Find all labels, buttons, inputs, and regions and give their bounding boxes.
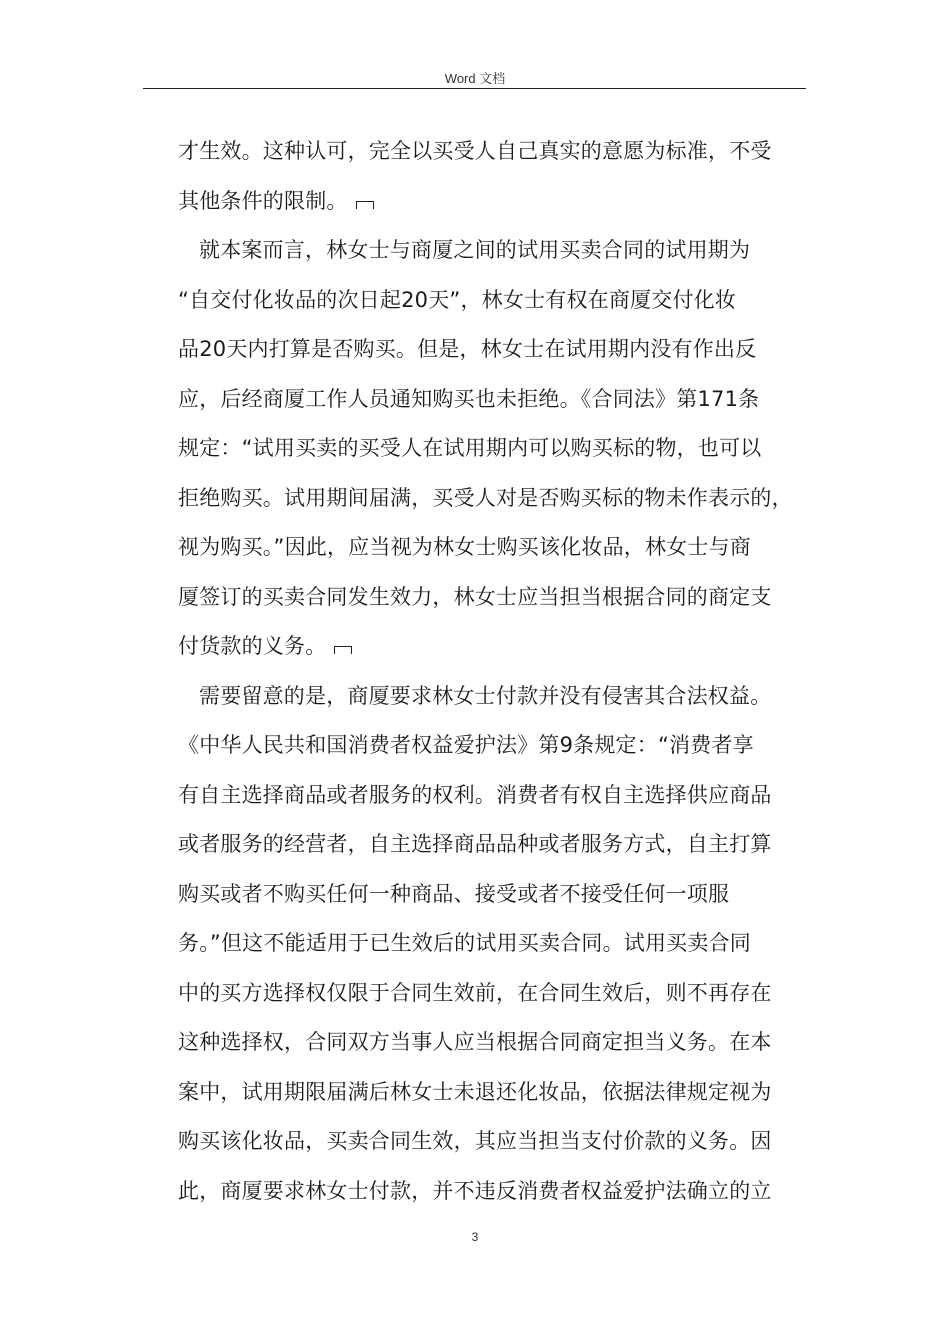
text-line: 有自主选择商品或者服务的权利。消费者有权自主选择供应商品 xyxy=(178,782,772,807)
text-line: 购买或者不购买任何一种商品、接受或者不接受任何一项服 xyxy=(178,881,730,906)
text-line: 厦签订的买卖合同发生效力，林女士应当担当根据合同的商定支 xyxy=(178,584,772,609)
text-line: 或者服务的经营者，自主选择商品品种或者服务方式，自主打算 xyxy=(178,832,772,856)
text-line: 中的买方选择权仅限于合同生效前，在合同生效后，则不再存在 xyxy=(178,980,772,1005)
text-line: 规定：“试用买卖的买受人在试用期内可以购买标的物，也可以 xyxy=(178,436,762,460)
paragraph-mark-icon xyxy=(356,201,374,209)
text-line: “自交付化妆品的次日起20天”，林女士有权在商厦交付化妆 xyxy=(178,287,737,312)
text-line: 才生效。这种认可，完全以买受人自己真实的意愿为标准，不受 xyxy=(178,139,772,163)
text-line: 此，商厦要求林女士付款，并不违反消费者权益爱护法确立的立 xyxy=(178,1178,772,1203)
document-body xyxy=(178,127,818,1216)
page-number: 3 xyxy=(471,1230,479,1244)
header-divider xyxy=(143,88,806,89)
text-line: 购买该化妆品，买卖合同生效，其应当担当支付价款的义务。因 xyxy=(178,1129,772,1153)
text-line: 应，后经商厦工作人员通知购买也未拒绝。《合同法》第171条 xyxy=(178,386,760,411)
text-line: 需要留意的是，商厦要求林女士付款并没有侵害其合法权益。 xyxy=(199,683,772,708)
text-line: 视为购买。”因此，应当视为林女士购买该化妆品，林女士与商 xyxy=(178,535,751,559)
document-header: Word 文档 xyxy=(444,71,506,86)
text-line: 付货款的义务。 xyxy=(178,622,818,672)
paragraph-mark-icon xyxy=(334,646,352,654)
text-line: 其他条件的限制。 xyxy=(178,177,818,227)
text-line: 品20天内打算是否购买。但是，林女士在试用期内没有作出反 xyxy=(178,337,757,361)
text-line: 就本案而言，林女士与商厦之间的试用买卖合同的试用期为 xyxy=(199,238,751,262)
text-line: 务。”但这不能适用于已生效后的试用买卖合同。试用买卖合同 xyxy=(178,931,751,955)
text-line: 案中，试用期限届满后林女士未退还化妆品，依据法律规定视为 xyxy=(178,1079,772,1104)
text-line: 拒绝购买。试用期间届满，买受人对是否购买标的物未作表示的， xyxy=(178,485,793,510)
text-line: 《中华人民共和国消费者权益爱护法》第9条规定：“消费者享 xyxy=(178,733,754,757)
text-line: 这种选择权，合同双方当事人应当根据合同商定担当义务。在本 xyxy=(178,1030,772,1054)
